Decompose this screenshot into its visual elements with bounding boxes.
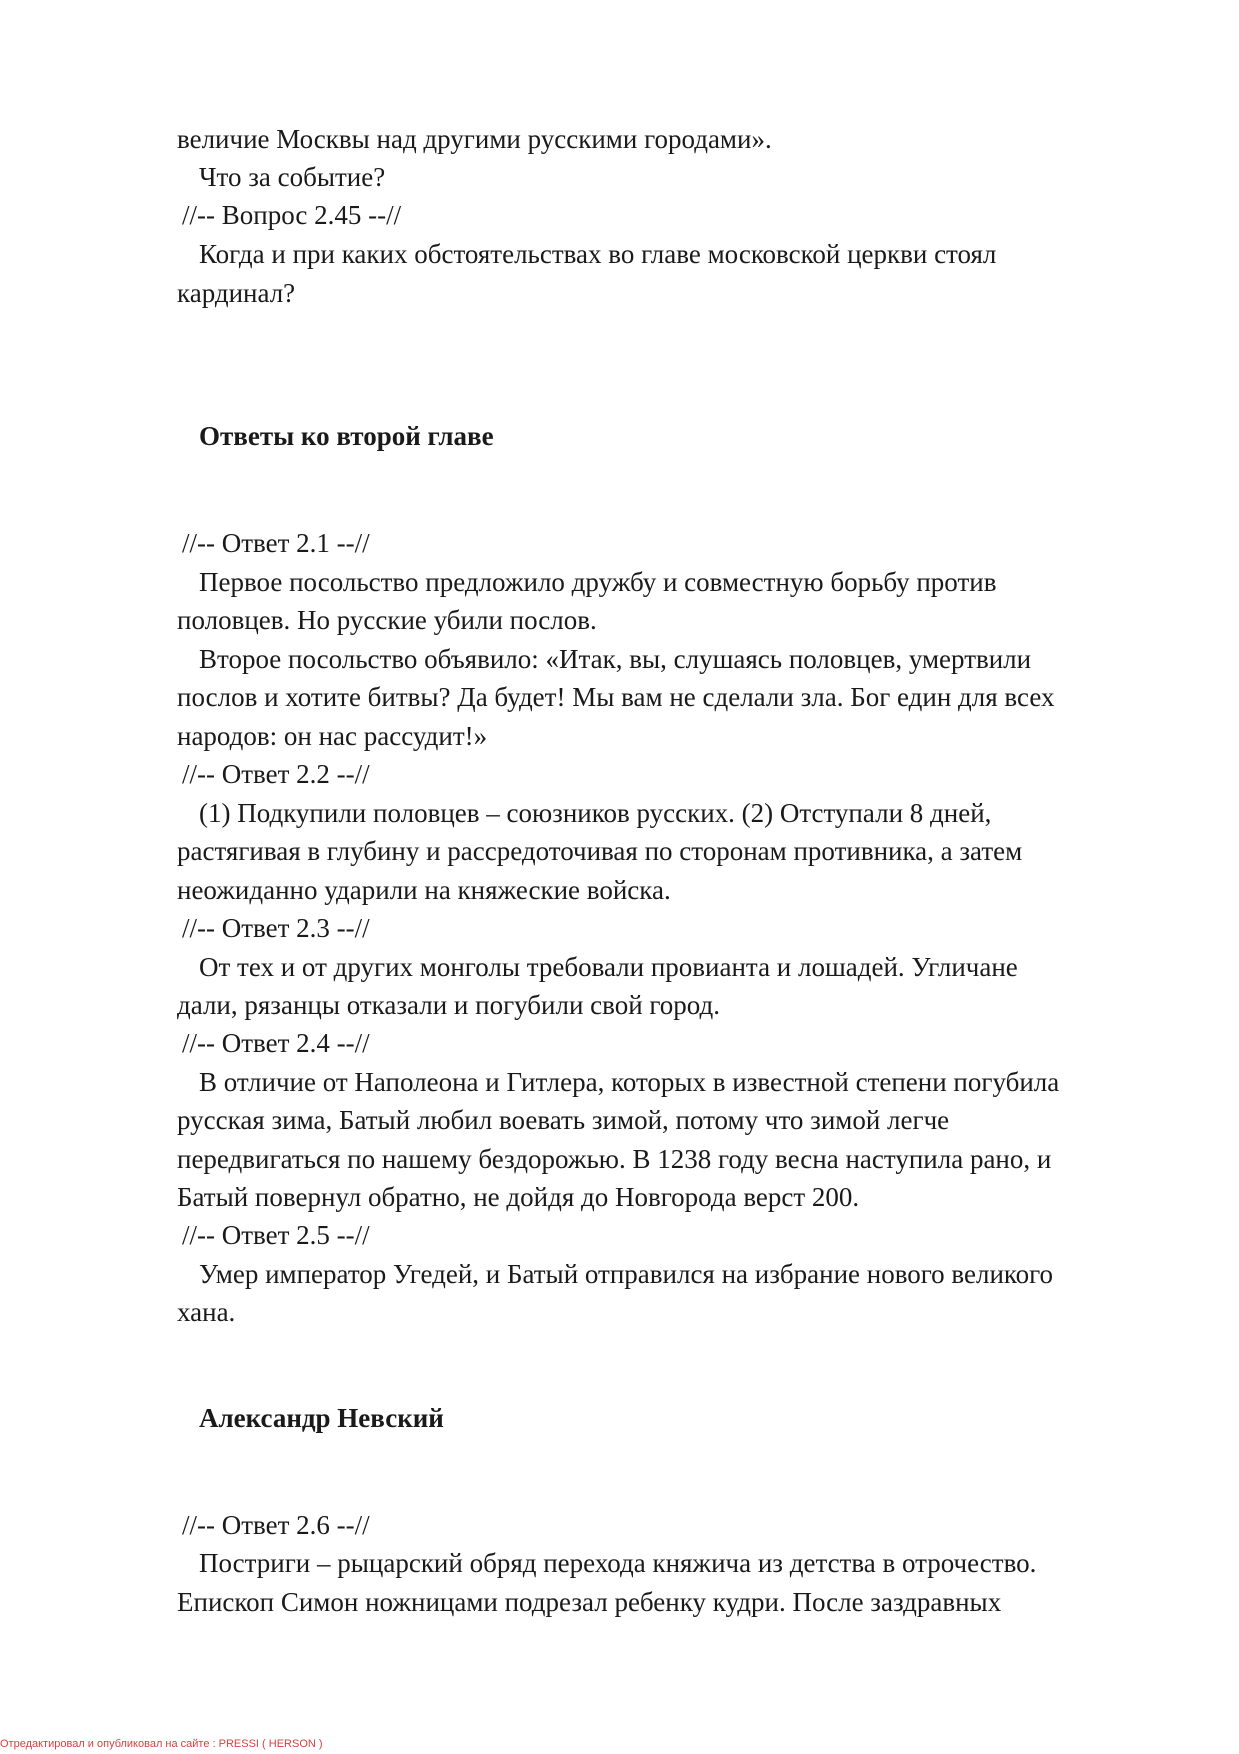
- answer-marker: //-- Ответ 2.5 --//: [182, 1220, 370, 1250]
- text-line: дали, рязанцы отказали и погубили свой город.: [177, 990, 721, 1020]
- text-line: величие Москвы над другими русскими городами».: [177, 124, 772, 154]
- text-line: От тех и от других монголы требовали провианта и лошадей. Угличане: [199, 952, 1018, 982]
- text-line: растягивая в глубину и рассредоточивая по сторонам противника, а затем: [177, 836, 1023, 866]
- answer-marker: //-- Ответ 2.6 --//: [182, 1510, 370, 1540]
- text-line: Первое посольство предложило дружбу и совместную борьбу против: [199, 567, 997, 597]
- text-line: Умер император Угедей, и Батый отправился на избрание нового великого: [199, 1259, 1054, 1289]
- text-line: неожиданно ударили на княжеские войска.: [177, 875, 671, 905]
- section-heading: Александр Невский: [199, 1403, 444, 1433]
- text-line: народов: он нас рассудит!»: [177, 721, 488, 751]
- answer-marker: //-- Ответ 2.4 --//: [182, 1028, 370, 1058]
- text-line: кардинал?: [177, 278, 296, 308]
- text-line: Когда и при каких обстоятельствах во главе московской церкви стоял: [199, 239, 997, 269]
- text-line: русская зима, Батый любил воевать зимой, потому что зимой легче: [177, 1105, 950, 1135]
- text-line: Батый повернул обратно, не дойдя до Новгорода верст 200.: [177, 1182, 860, 1212]
- answer-marker: //-- Ответ 2.2 --//: [182, 759, 370, 789]
- text-line: передвигаться по нашему бездорожью. В 1238 году весна наступила рано, и: [177, 1144, 1052, 1174]
- answer-marker: //-- Ответ 2.1 --//: [182, 528, 370, 558]
- answer-marker: //-- Ответ 2.3 --//: [182, 913, 370, 943]
- text-line: (1) Подкупили половцев – союзников русских. (2) Отступали 8 дней,: [199, 798, 992, 828]
- text-line: половцев. Но русские убили послов.: [177, 605, 597, 635]
- text-line: Второе посольство объявило: «Итак, вы, слушаясь половцев, умертвили: [199, 644, 1032, 674]
- question-marker: //-- Вопрос 2.45 --//: [182, 200, 402, 230]
- text-line: послов и хотите битвы? Да будет! Мы вам не сделали зла. Бог един для всех: [177, 682, 1055, 712]
- section-heading: Ответы ко второй главе: [199, 421, 494, 451]
- text-line: В отличие от Наполеона и Гитлера, которых в известной степени погубила: [199, 1067, 1060, 1097]
- footer-credit: Отредактировал и опубликовал на сайте : PRESSI ( HERSON ): [0, 1738, 323, 1750]
- text-line: хана.: [177, 1297, 236, 1327]
- text-line: Епископ Симон ножницами подрезал ребенку кудри. После заздравных: [177, 1587, 1002, 1617]
- text-line: Постриги – рыцарский обряд перехода княжича из детства в отрочество.: [199, 1548, 1037, 1578]
- text-line: Что за событие?: [199, 162, 386, 192]
